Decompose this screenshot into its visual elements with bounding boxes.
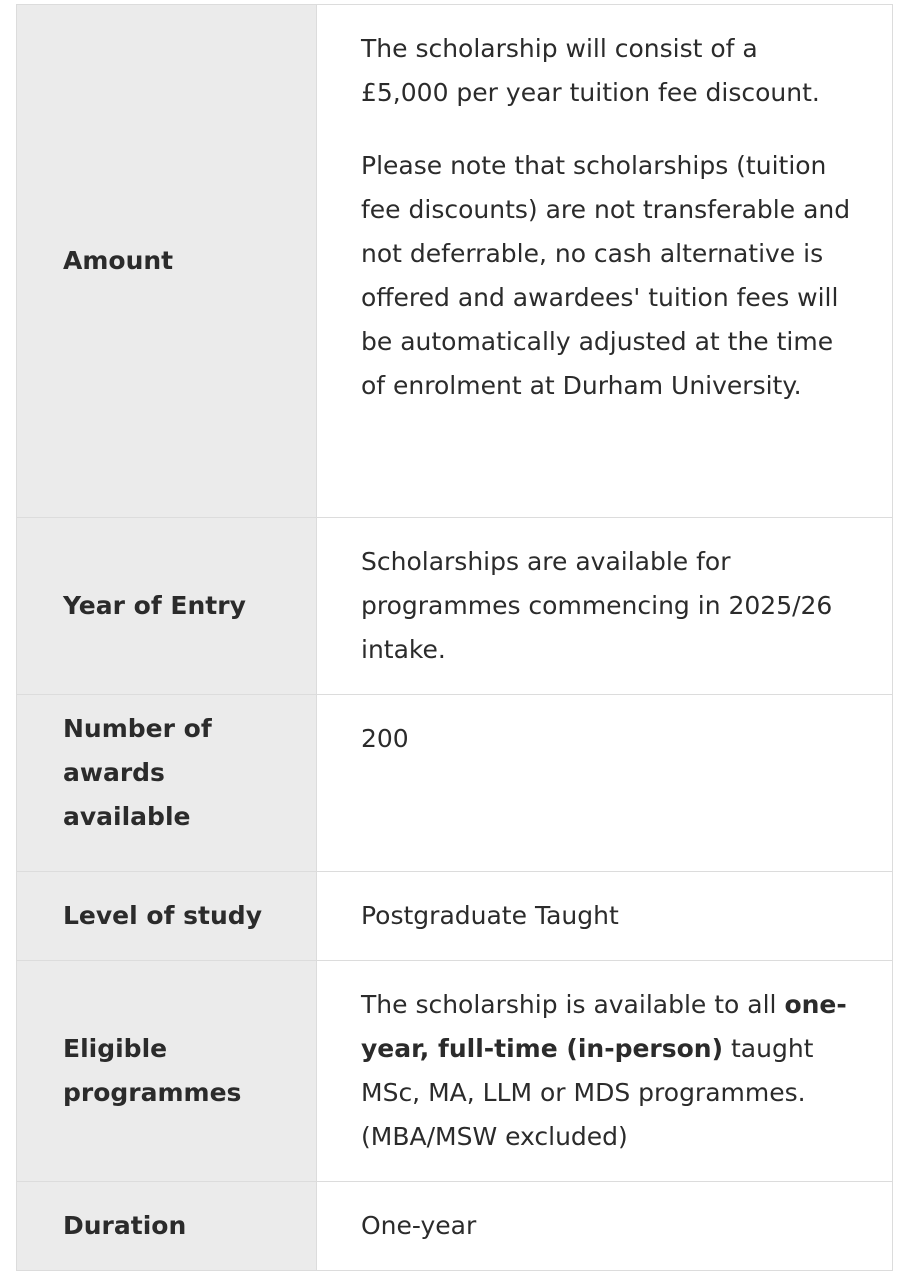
table-row-level-of-study — [17, 872, 893, 961]
level-of-study-value: Postgraduate Taught — [317, 872, 893, 961]
level-of-study-label: Level of study — [17, 872, 317, 961]
scholarship-details-table — [16, 4, 893, 1271]
eligible-programmes-text-start: The scholarship is available to all — [361, 990, 785, 1019]
eligible-programmes-text-end: taught MSc, MA, LLM or MDS programmes. (MBA/MSW excluded) — [361, 1034, 814, 1151]
eligible-programmes-emphasis: one-year, full-time (in-person) — [361, 990, 847, 1063]
amount-label: Amount — [17, 5, 317, 518]
duration-label: Duration — [17, 1182, 317, 1271]
duration-value: One-year — [317, 1182, 893, 1271]
amount-value — [317, 5, 893, 518]
eligible-programmes-value — [317, 961, 893, 1182]
table-row-year-of-entry — [17, 518, 893, 695]
year-of-entry-value: Scholarships are available for programmes commencing in 2025/26 intake. — [317, 518, 893, 695]
table-row-eligible-programmes — [17, 961, 893, 1182]
amount-paragraph-1: The scholarship will consist of a £5,000 per year tuition fee discount. — [361, 34, 820, 107]
amount-paragraph-2: Please note that scholarships (tuition fee discounts) are not transferable and not deferrable, no cash alternative is offered and awardees' tuition fees will be automatically adjusted at the time of enrolment at Durham University. — [361, 151, 851, 400]
year-of-entry-label: Year of Entry — [17, 518, 317, 695]
table-row-duration — [17, 1182, 893, 1271]
eligible-programmes-label: Eligible programmes — [17, 961, 317, 1182]
table-row-amount — [17, 5, 893, 518]
table-row-number-of-awards — [17, 695, 893, 872]
number-of-awards-value: 200 — [317, 695, 893, 872]
number-of-awards-label: Number of awards available — [17, 695, 317, 872]
